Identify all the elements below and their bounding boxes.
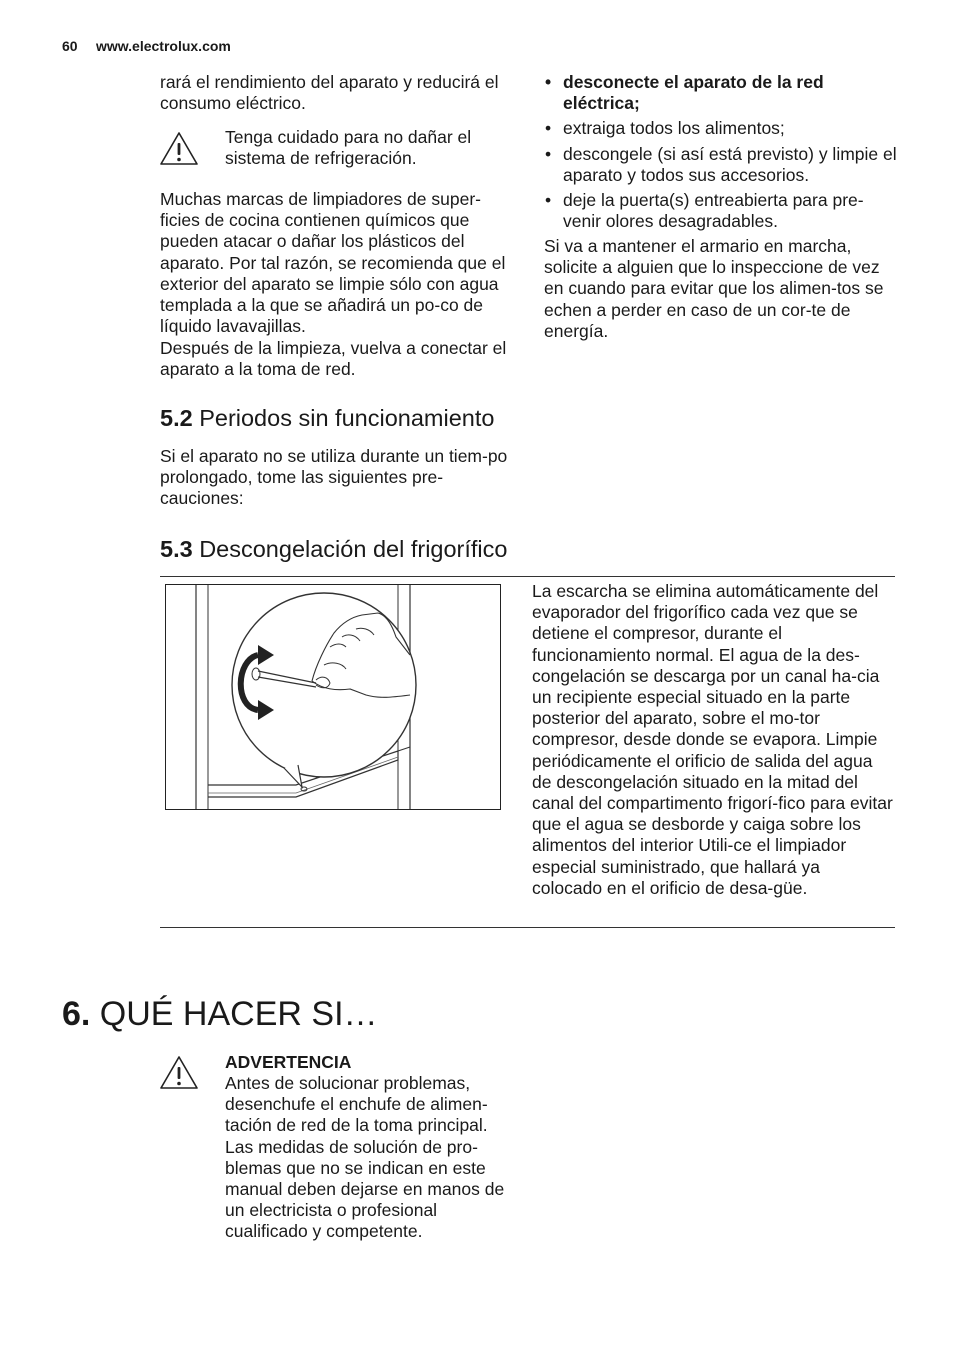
- section-6-number: 6.: [62, 995, 91, 1033]
- warning-body: Antes de solucionar problemas, desenchufe el enchufe de alimen-tación de red de la toma principal. Las medidas de solución de pro-blemas que no se indican en este manual deben dejarse en manos de un electricista o profesional cualificado y competente.: [225, 1073, 505, 1242]
- warning-text-1: Tenga cuidado para no dañar el sistema de refrigeración.: [225, 127, 472, 169]
- section-5-2-heading: [160, 404, 494, 432]
- section-6-title: QUÉ HACER SI…: [90, 995, 378, 1033]
- cleaning-paragraph: Muchas marcas de limpiadores de super-ficies de cocina contienen químicos que pueden atacar o dañar los plásticos del aparato. Por tal razón, se recomienda que el exterior del aparato se limpie sólo con agua templada a la que se añadirá un po-co de líquido lavavajillas.: [160, 189, 506, 337]
- defrost-drain-illustration: [166, 585, 500, 809]
- section-6-heading: [62, 992, 378, 1036]
- running-cabinet-paragraph: Si va a mantener el armario en marcha, solicite a alguien que lo inspeccione de vez en cuando para evitar que los alimen-tos se echen a perder en caso de un cor-te de energía.: [544, 236, 884, 341]
- page-number: 60: [62, 38, 78, 54]
- section-bottom-rule: [160, 927, 895, 928]
- section-5-2-number: 5.2: [160, 405, 193, 431]
- defrost-illustration: [165, 584, 501, 810]
- reconnect-paragraph: Después de la limpieza, vuelva a conectar el aparato a la toma de red.: [160, 338, 507, 380]
- website-url: www.electrolux.com: [96, 38, 231, 54]
- warning-title: ADVERTENCIA: [225, 1052, 352, 1072]
- list-item: • deje la puerta(s) entreabierta para pre-venir olores desagradables.: [544, 190, 900, 232]
- section-5-3-heading: [160, 535, 507, 563]
- warning-icon-1-wrap: [158, 130, 200, 173]
- list-item: • desconecte el aparato de la red eléctrica;: [544, 72, 900, 114]
- precautions-list: [544, 72, 900, 236]
- section-5-2-title: Periodos sin funcionamiento: [192, 405, 495, 431]
- warning-triangle-icon: [158, 130, 200, 168]
- warning-triangle-icon: [158, 1054, 200, 1092]
- list-item: • descongele (si así está previsto) y limpie el aparato y todos sus accesorios.: [544, 144, 900, 186]
- intro-text: rará el rendimiento del aparato y reducirá el consumo eléctrico.: [160, 72, 499, 114]
- list-item: • extraiga todos los alimentos;: [544, 118, 900, 139]
- section-5-3-number: 5.3: [160, 536, 193, 562]
- section-5-3-text: La escarcha se elimina automáticamente del evaporador del frigorífico cada vez que se detiene el compresor, durante el funcionamiento normal. El agua de la des-congelación se descarga por un canal ha-cia un recipiente especial situado en la parte posterior del aparato, sobre el mo-tor compresor, desde donde se evapora. Limpie periódicamente el orificio de salida del agua de descongelación situado en la mitad del canal del compartimento frigorí-fico para evitar que el agua se desborde y caiga sobre los alimentos del interior Utili-ce el limpiador especial suministrado, que hallará ya colocado en el orificio de desa-güe.: [532, 581, 893, 898]
- warning-icon-2-wrap: [158, 1054, 200, 1097]
- section-5-2-text: Si el aparato no se utiliza durante un tiem-po prolongado, tome las siguientes pre-cauciones:: [160, 446, 508, 509]
- section-top-rule: [160, 576, 895, 577]
- section-5-3-title: Descongelación del frigorífico: [192, 536, 508, 562]
